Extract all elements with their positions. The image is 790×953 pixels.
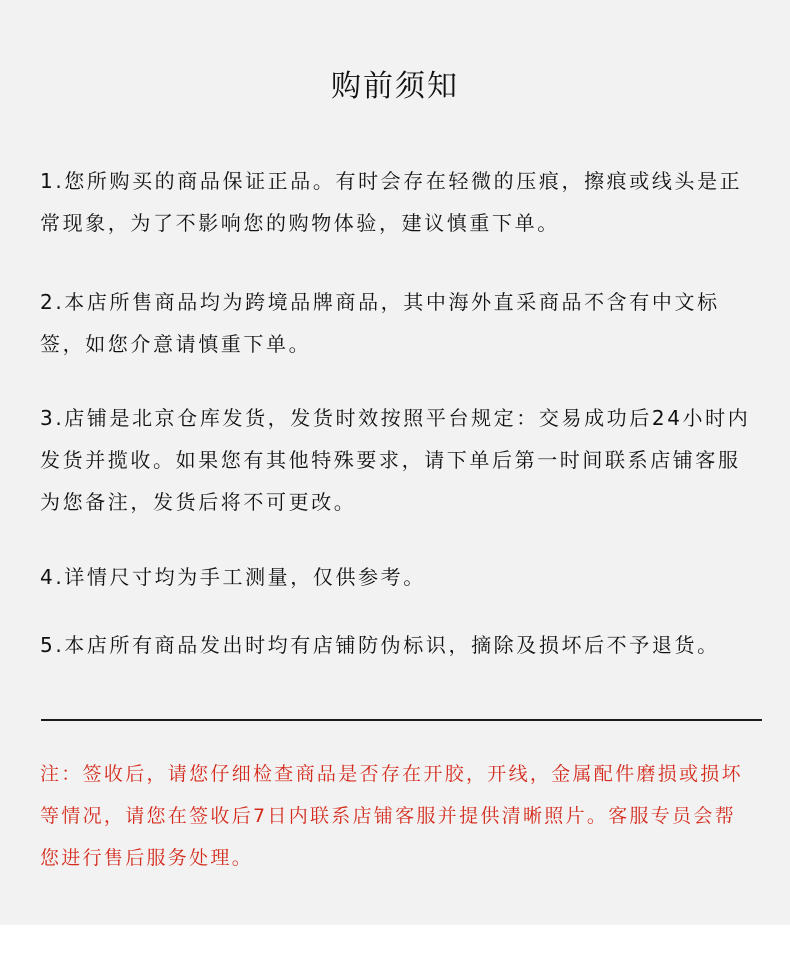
after-sales-note	[40, 753, 760, 879]
notice-item-2-line-1: 2.本店所售商品均为跨境品牌商品，其中海外直采商品不含有中文标	[40, 290, 720, 314]
notice-item-1-line-1: 1.您所购买的商品保证正品。有时会存在轻微的压痕，擦痕或线头是正	[40, 169, 743, 193]
notice-item-5-line-1: 5.本店所有商品发出时均有店铺防伪标识，摘除及损坏后不予退货。	[40, 633, 720, 657]
notice-item-3	[40, 397, 760, 523]
page-title: 购前须知	[331, 69, 459, 104]
note-line-2: 等情况，请您在签收后7日内联系店铺客服并提供清晰照片。客服专员会帮	[40, 805, 736, 827]
note-line-3: 您进行售后服务处理。	[40, 847, 254, 869]
notice-item-5	[40, 624, 760, 666]
notice-item-1-line-2: 常现象，为了不影响您的购物体验，建议慎重下单。	[40, 211, 560, 235]
notice-item-3-line-3: 为您备注，发货后将不可更改。	[40, 490, 357, 514]
notice-item-2-line-2: 签，如您介意请慎重下单。	[40, 332, 312, 356]
notice-item-1	[40, 160, 760, 244]
section-divider	[41, 719, 762, 721]
notice-item-4-line-1: 4.详情尺寸均为手工测量，仅供参考。	[40, 565, 426, 589]
notice-item-3-line-1: 3.店铺是北京仓库发货，发货时效按照平台规定：交易成功后24小时内	[40, 406, 751, 430]
notice-item-3-line-2: 发货并揽收。如果您有其他特殊要求，请下单后第一时间联系店铺客服	[40, 448, 741, 472]
notice-item-2	[40, 281, 760, 365]
notice-item-4	[40, 556, 760, 598]
note-line-1: 注：签收后，请您仔细检查商品是否存在开胶，开线，金属配件磨损或损坏	[40, 763, 743, 785]
